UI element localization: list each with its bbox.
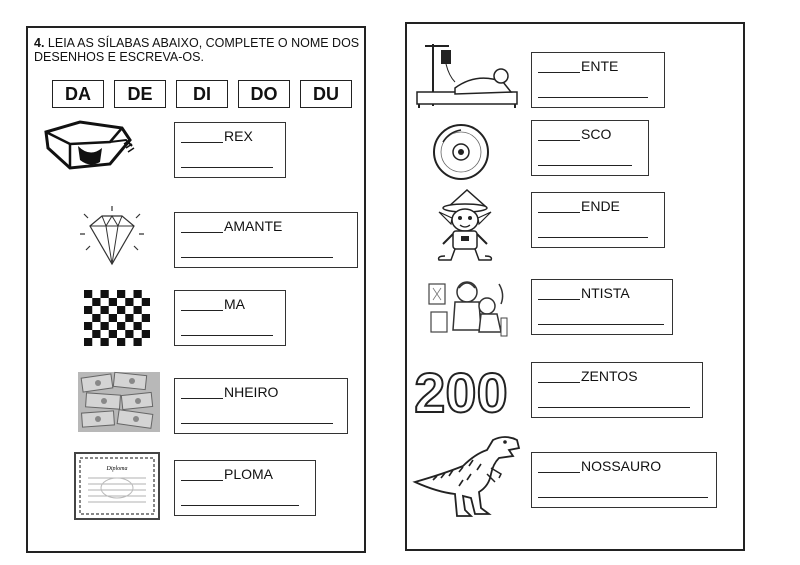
checker-square — [109, 298, 117, 306]
checker-square — [84, 290, 92, 298]
disc-icon — [431, 122, 491, 182]
two-hundred-icon — [414, 361, 508, 424]
write-line[interactable] — [538, 407, 690, 408]
checker-square — [109, 314, 117, 322]
checker-square — [92, 314, 100, 322]
diploma-label: Diploma — [106, 466, 128, 472]
answer-box-11 — [531, 452, 717, 508]
answer-box-10 — [531, 362, 703, 418]
checker-square — [125, 298, 133, 306]
money-icon — [78, 372, 160, 432]
checker-square — [142, 298, 150, 306]
diploma-icon — [74, 452, 160, 520]
write-line[interactable] — [538, 324, 664, 325]
checker-square — [101, 290, 109, 298]
answer-box-3 — [174, 290, 286, 346]
word-suffix: PLOMA — [224, 466, 274, 482]
diamond-icon — [76, 204, 148, 274]
checkerboard-icon — [84, 290, 150, 346]
answer-box-7 — [531, 120, 649, 176]
write-line[interactable] — [538, 165, 632, 166]
blank-line[interactable] — [538, 58, 580, 73]
dentist-icon — [425, 274, 509, 340]
checker-square — [134, 322, 142, 330]
word-suffix: MA — [224, 296, 245, 312]
blank-line[interactable] — [538, 458, 580, 473]
word-suffix: SCO — [581, 126, 612, 142]
gnome-icon — [427, 188, 503, 264]
checker-square — [142, 330, 150, 338]
left-worksheet-panel — [26, 26, 366, 553]
number-label: 200 — [414, 361, 508, 424]
word-suffix: ZENTOS — [581, 368, 638, 384]
checker-square — [125, 314, 133, 322]
answer-box-1 — [174, 122, 286, 178]
checker-square — [101, 322, 109, 330]
word-suffix: NOSSAURO — [581, 458, 662, 474]
checker-square — [134, 290, 142, 298]
checker-square — [92, 330, 100, 338]
checker-square — [134, 306, 142, 314]
instruction — [34, 36, 364, 64]
sick-person-icon — [415, 42, 519, 108]
write-line[interactable] — [181, 167, 273, 168]
dispenser-icon — [40, 114, 136, 176]
word-suffix: ENDE — [581, 198, 620, 214]
right-worksheet-panel — [405, 22, 745, 551]
write-line[interactable] — [181, 335, 273, 336]
checker-square — [142, 314, 150, 322]
answer-box-9 — [531, 279, 673, 335]
checker-square — [84, 322, 92, 330]
answer-box-6 — [531, 52, 665, 108]
word-suffix: REX — [224, 128, 253, 144]
checker-square — [125, 330, 133, 338]
blank-line[interactable] — [538, 126, 580, 141]
syllable-de: DE — [114, 80, 166, 108]
checker-square — [109, 330, 117, 338]
write-line[interactable] — [181, 257, 333, 258]
word-suffix: ENTE — [581, 58, 619, 74]
checker-square — [92, 298, 100, 306]
checker-square — [117, 290, 125, 298]
word-suffix: AMANTE — [224, 218, 283, 234]
blank-line[interactable] — [538, 368, 580, 383]
write-line[interactable] — [538, 97, 648, 98]
checker-square — [117, 306, 125, 314]
answer-box-4 — [174, 378, 348, 434]
checker-square — [101, 338, 109, 346]
blank-line[interactable] — [538, 285, 580, 300]
answer-box-8 — [531, 192, 665, 248]
answer-box-2 — [174, 212, 358, 268]
checker-square — [134, 338, 142, 346]
write-line[interactable] — [181, 505, 299, 506]
checker-square — [101, 306, 109, 314]
blank-line[interactable] — [181, 296, 223, 311]
checker-square — [84, 338, 92, 346]
checker-square — [84, 306, 92, 314]
syllable-da: DA — [52, 80, 104, 108]
blank-line[interactable] — [181, 384, 223, 399]
syllable-do: DO — [238, 80, 290, 108]
checker-square — [117, 338, 125, 346]
write-line[interactable] — [538, 237, 648, 238]
word-suffix: NHEIRO — [224, 384, 279, 400]
write-line[interactable] — [538, 497, 708, 498]
instruction-number: 4. — [34, 36, 45, 50]
answer-box-5 — [174, 460, 316, 516]
write-line[interactable] — [181, 423, 333, 424]
blank-line[interactable] — [181, 128, 223, 143]
syllable-di: DI — [176, 80, 228, 108]
dinosaur-icon — [413, 430, 523, 520]
blank-line[interactable] — [181, 218, 223, 233]
word-suffix: NTISTA — [581, 285, 630, 301]
instruction-text: LEIA AS SÍLABAS ABAIXO, COMPLETE O NOME DOS DESENHOS E ESCREVA-OS. — [34, 36, 360, 64]
blank-line[interactable] — [181, 466, 223, 481]
blank-line[interactable] — [538, 198, 580, 213]
checker-square — [117, 322, 125, 330]
syllable-du: DU — [300, 80, 352, 108]
